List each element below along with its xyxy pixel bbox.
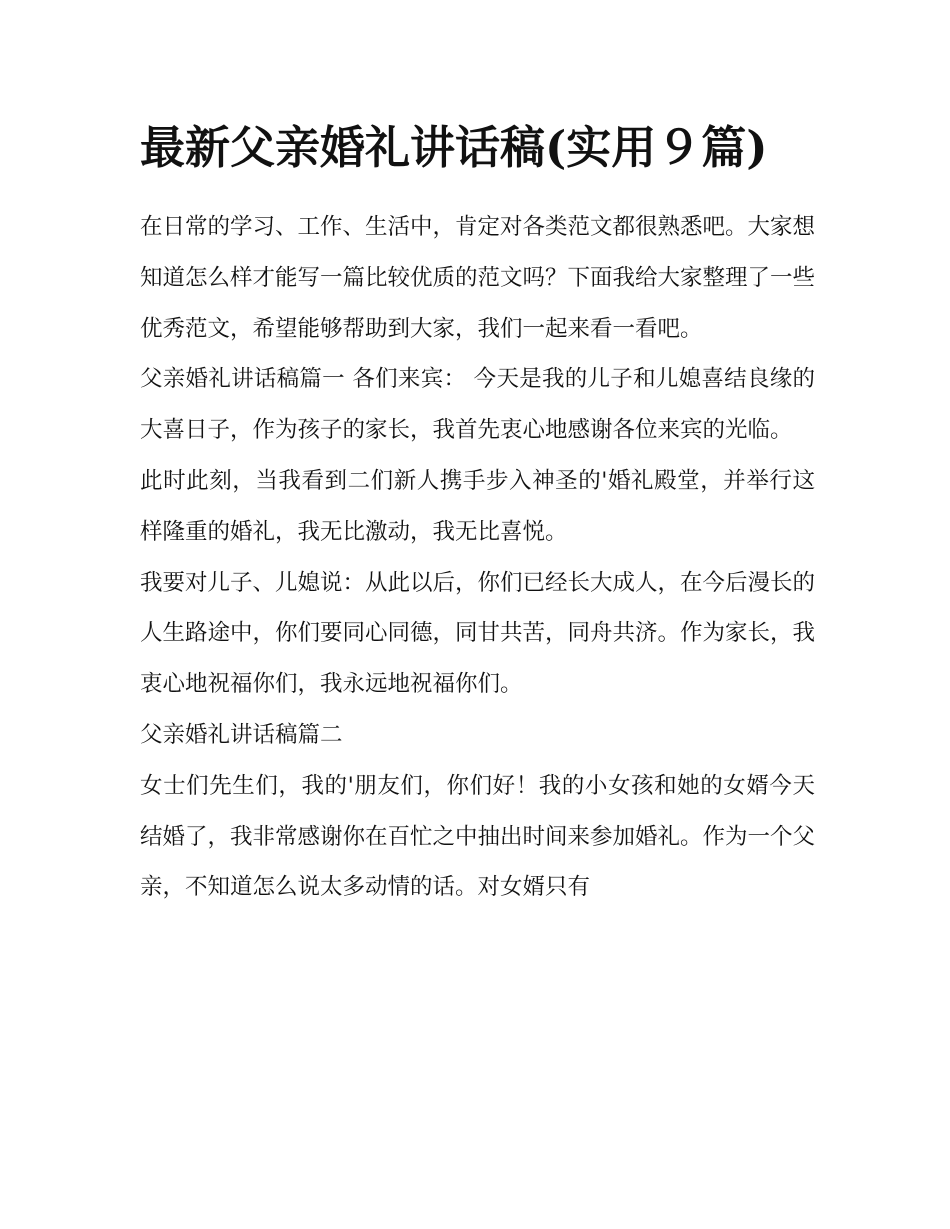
paragraph-speech-two-opening: 女士们先生们，我的'朋友们，你们好！我的小女孩和她的女婿今天结婚了，我非常感谢你在百忙之中抽出时间来参加婚礼。作为一个父亲，不知道怎么说太多动情的话。对女婿只有 (140, 772, 816, 901)
paragraph-speech-one-moment: 此时此刻，当我看到二们新人携手步入神圣的'婚礼殿堂，并举行这样隆重的婚礼，我无比激动，我无比喜悦。 (140, 467, 815, 545)
paragraph-speech-one-opening: 父亲婚礼讲话稿篇一 各们来宾： 今天是我的儿子和儿媳喜结良缘的大喜日子，作为孩子的家长，我首先衷心地感谢各位来宾的光临。 (140, 366, 815, 444)
section-heading-speech-two: 父亲婚礼讲话稿篇二 (140, 721, 343, 748)
paragraph-intro: 在日常的学习、工作、生活中，肯定对各类范文都很熟悉吧。大家想知道怎么样才能写一篇比较优质的范文吗？下面我给大家整理了一些优秀范文，希望能够帮助到大家，我们一起来看一看吧。 (140, 214, 816, 342)
paragraph-speech-one-blessing: 我要对儿子、儿媳说：从此以后，你们已经长大成人，在今后漫长的人生路途中，你们要同心同德，同甘共苦，同舟共济。作为家长，我衷心地祝福你们，我永远地祝福你们。 (140, 569, 816, 698)
document-page (140, 112, 815, 913)
document-title: 最新父亲婚礼讲话稿(实用９篇) (140, 121, 768, 174)
